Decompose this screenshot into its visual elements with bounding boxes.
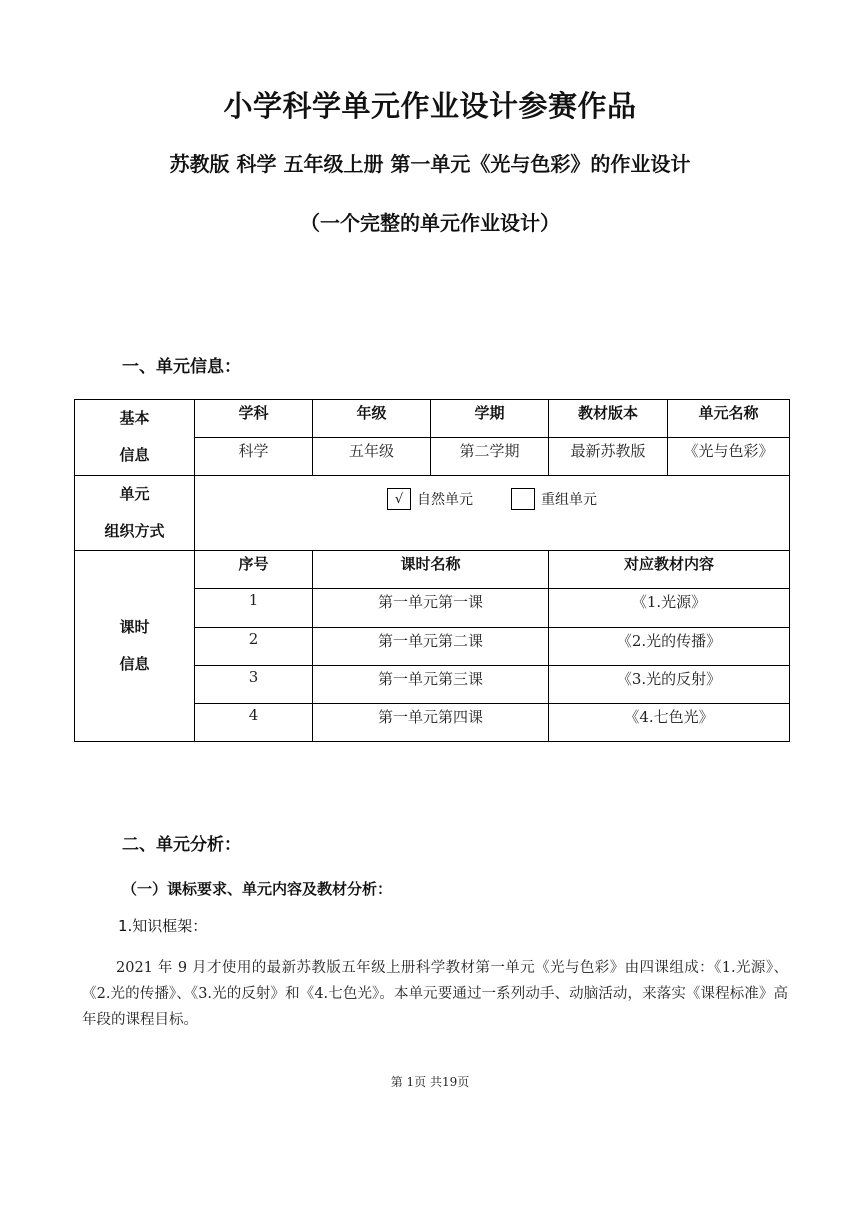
unit-info-table <box>74 399 790 742</box>
natural-unit-checkbox[interactable]: √ <box>387 488 411 510</box>
lesson-content: 《2.光的传播》 <box>549 628 790 666</box>
basic-info-label <box>75 400 195 476</box>
organization-label-line1: 单元 <box>119 485 150 503</box>
natural-unit-label: 自然单元 <box>417 492 473 508</box>
lesson-info-label <box>75 551 195 742</box>
document-title: 小学科学单元作业设计参赛作品 <box>223 89 637 123</box>
organization-options <box>195 476 790 551</box>
lesson-info-label-line2: 信息 <box>119 655 150 673</box>
organization-label-line2: 组织方式 <box>104 522 165 540</box>
document-subtitle-note: （一个完整的单元作业设计） <box>300 211 560 235</box>
lesson-no: 2 <box>195 628 313 666</box>
subsection-heading: （一）课标要求、单元内容及教材分析： <box>122 880 393 898</box>
knowledge-framework-heading: 1.知识框架： <box>118 917 208 935</box>
header-edition: 教材版本 <box>549 400 668 438</box>
basic-info-label-line1: 基本 <box>119 409 150 427</box>
organization-label <box>75 476 195 551</box>
lesson-content: 《1.光源》 <box>549 589 790 628</box>
header-term: 学期 <box>431 400 549 438</box>
lesson-content: 《3.光的反射》 <box>549 666 790 704</box>
section-heading-unit-analysis: 二、单元分析： <box>122 835 241 855</box>
header-lesson-content: 对应教材内容 <box>549 551 790 589</box>
organization-row <box>75 476 790 551</box>
value-edition: 最新苏教版 <box>549 438 668 476</box>
body-paragraph: 2021 年 9 月才使用的最新苏教版五年级上册科学教材第一单元《光与色彩》由四课组成：《1.光源》、《2.光的传播》、《3.光的反射》和《4.七色光》。本单元要通过一系列动手、动脑活动，来落实《课程标准》高年段的课程目标。 <box>82 960 788 1028</box>
lesson-no: 4 <box>195 704 313 742</box>
header-unit-name: 单元名称 <box>668 400 790 438</box>
lesson-no: 1 <box>195 589 313 628</box>
header-lesson-no: 序号 <box>195 551 313 589</box>
lesson-no: 3 <box>195 666 313 704</box>
header-lesson-name: 课时名称 <box>313 551 549 589</box>
lesson-name: 第一单元第三课 <box>313 666 549 704</box>
regrouped-unit-label: 重组单元 <box>541 492 597 508</box>
lesson-info-label-line1: 课时 <box>119 618 150 636</box>
header-subject: 学科 <box>195 400 313 438</box>
document-subtitle: 苏教版 科学 五年级上册 第一单元《光与色彩》的作业设计 <box>169 152 691 176</box>
regrouped-unit-checkbox[interactable] <box>511 488 535 510</box>
value-term: 第二学期 <box>431 438 549 476</box>
basic-info-label-line2: 信息 <box>119 446 150 464</box>
section-heading-unit-info: 一、单元信息： <box>122 357 241 377</box>
header-grade: 年级 <box>313 400 431 438</box>
lesson-header-row <box>75 551 790 589</box>
lesson-content: 《4.七色光》 <box>549 704 790 742</box>
lesson-name: 第一单元第一课 <box>313 589 549 628</box>
lesson-name: 第一单元第二课 <box>313 628 549 666</box>
basic-header-row <box>75 400 790 438</box>
lesson-name: 第一单元第四课 <box>313 704 549 742</box>
value-subject: 科学 <box>195 438 313 476</box>
value-grade: 五年级 <box>313 438 431 476</box>
page-number: 第 1页 共19页 <box>390 1075 470 1089</box>
value-unit-name: 《光与色彩》 <box>668 438 790 476</box>
